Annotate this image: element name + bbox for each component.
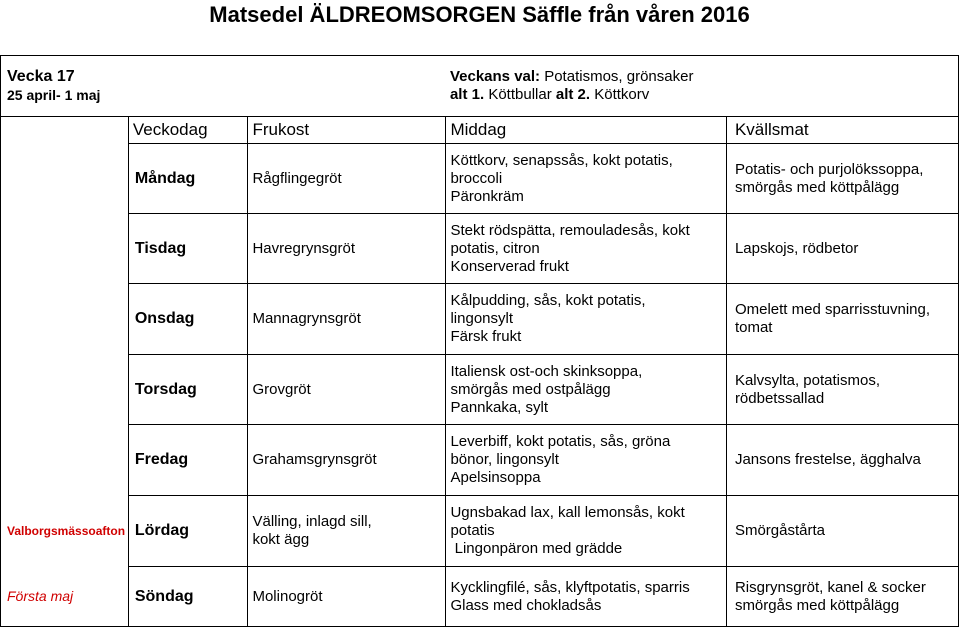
- page-title: Matsedel ÄLDREOMSORGEN Säffle från våren 2016: [209, 2, 750, 27]
- breakfast-cell: Grovgröt: [248, 355, 446, 425]
- alt2-label: alt 2.: [555, 86, 591, 103]
- breakfast-cell: Välling, inlagd sill, kokt ägg: [248, 496, 446, 567]
- dinner-cell: [726, 144, 958, 214]
- table-row: [1, 355, 959, 425]
- lunch-line: Färsk frukt: [450, 328, 522, 345]
- table-row: [1, 284, 959, 355]
- week-row: [1, 56, 959, 117]
- dinner-line: Potatis- och purjolökssoppa,: [734, 160, 924, 178]
- day-name: Söndag: [128, 567, 248, 627]
- dinner-line: rödbetssallad: [734, 389, 825, 407]
- day-name: Lördag: [128, 496, 248, 567]
- lunch-line: potatis, citron: [450, 239, 540, 257]
- week-choice-text: Potatismos, grönsaker: [540, 68, 694, 85]
- header-row: [1, 117, 959, 144]
- lunch-line: Päronkräm: [450, 187, 524, 205]
- week-dates: 25 april- 1 maj: [7, 87, 101, 103]
- week-label: Vecka 17: [7, 68, 75, 85]
- dinner-line: Omelett med sparrisstuvning,: [734, 301, 931, 318]
- day-note: [1, 425, 129, 496]
- header-breakfast: Frukost: [248, 117, 446, 144]
- day-note: Valborgsmässoafton: [1, 496, 129, 567]
- dinner-cell: [726, 214, 958, 284]
- lunch-line: Konserverad frukt: [450, 257, 569, 275]
- dinner-line: Smörgåstårta: [734, 522, 825, 539]
- lunch-line: Lingonpäron med grädde: [450, 540, 623, 557]
- table-row: [1, 425, 959, 496]
- dinner-line: tomat: [734, 319, 773, 336]
- breakfast-cell: Molinogröt: [248, 567, 446, 627]
- day-note: [1, 214, 129, 284]
- table-row: [1, 567, 959, 627]
- lunch-cell: [446, 425, 726, 496]
- breakfast-cell: Grahamsgrynsgröt: [248, 425, 446, 496]
- week-choice: [446, 56, 959, 117]
- lunch-line: Apelsinsoppa: [450, 469, 541, 486]
- lunch-line: broccoli: [450, 169, 503, 187]
- alt2-text: Köttkorv: [590, 86, 650, 103]
- lunch-cell: [446, 355, 726, 425]
- dinner-line: Risgrynsgröt, kanel & socker: [734, 578, 926, 596]
- day-name: Tisdag: [128, 214, 248, 284]
- week-info: [1, 56, 446, 117]
- dinner-line: Jansons frestelse, ägghalva: [734, 451, 921, 468]
- lunch-line: Pannkaka, sylt: [450, 398, 549, 416]
- header-day: Veckodag: [128, 117, 248, 144]
- day-name: Onsdag: [128, 284, 248, 355]
- dinner-cell: [726, 496, 958, 567]
- lunch-line: Kycklingfilé, sås, klyftpotatis, sparris: [450, 578, 690, 596]
- dinner-cell: [726, 355, 958, 425]
- breakfast-cell: Havregrynsgröt: [248, 214, 446, 284]
- day-name: Torsdag: [128, 355, 248, 425]
- menu-table: [0, 55, 959, 627]
- lunch-line: Kålpudding, sås, kokt potatis,: [450, 292, 646, 309]
- lunch-line: Stekt rödspätta, remouladesås, kokt: [450, 221, 690, 239]
- lunch-line: Leverbiff, kokt potatis, sås, gröna: [450, 433, 671, 450]
- dinner-line: smörgås med köttpålägg: [734, 178, 900, 196]
- lunch-line: Italiensk ost-och skinksoppa,: [450, 362, 643, 380]
- lunch-cell: [446, 284, 726, 355]
- header-lunch: Middag: [446, 117, 726, 144]
- dinner-line: smörgås med köttpålägg: [734, 596, 900, 614]
- lunch-line: potatis: [450, 522, 495, 539]
- header-dinner: Kvällsmat: [726, 117, 958, 144]
- table-row: [1, 496, 959, 567]
- lunch-cell: [446, 496, 726, 567]
- day-note: [1, 144, 129, 214]
- lunch-cell: [446, 144, 726, 214]
- lunch-cell: [446, 214, 726, 284]
- lunch-line: bönor, lingonsylt: [450, 451, 559, 468]
- lunch-line: lingonsylt: [450, 310, 514, 327]
- lunch-line: smörgås med ostpålägg: [450, 380, 611, 398]
- alt1-text: Köttbullar: [484, 86, 556, 103]
- day-note: Första maj: [1, 567, 129, 627]
- lunch-line: Ugnsbakad lax, kall lemonsås, kokt: [450, 504, 685, 521]
- day-name: Fredag: [128, 425, 248, 496]
- breakfast-cell: Mannagrynsgröt: [248, 284, 446, 355]
- breakfast-cell: Rågflingegröt: [248, 144, 446, 214]
- week-choice-label: Veckans val:: [449, 68, 541, 85]
- day-note: [1, 284, 129, 355]
- day-note: [1, 355, 129, 425]
- dinner-cell: [726, 567, 958, 627]
- dinner-cell: [726, 425, 958, 496]
- dinner-cell: [726, 284, 958, 355]
- table-row: [1, 144, 959, 214]
- alt1-label: alt 1.: [449, 86, 485, 103]
- lunch-cell: [446, 567, 726, 627]
- dinner-line: Lapskojs, rödbetor: [734, 239, 859, 257]
- dinner-line: Kalvsylta, potatismos,: [734, 371, 880, 389]
- table-row: [1, 214, 959, 284]
- lunch-line: Glass med chokladsås: [450, 596, 602, 614]
- lunch-line: Köttkorv, senapssås, kokt potatis,: [450, 151, 673, 169]
- day-name: Måndag: [128, 144, 248, 214]
